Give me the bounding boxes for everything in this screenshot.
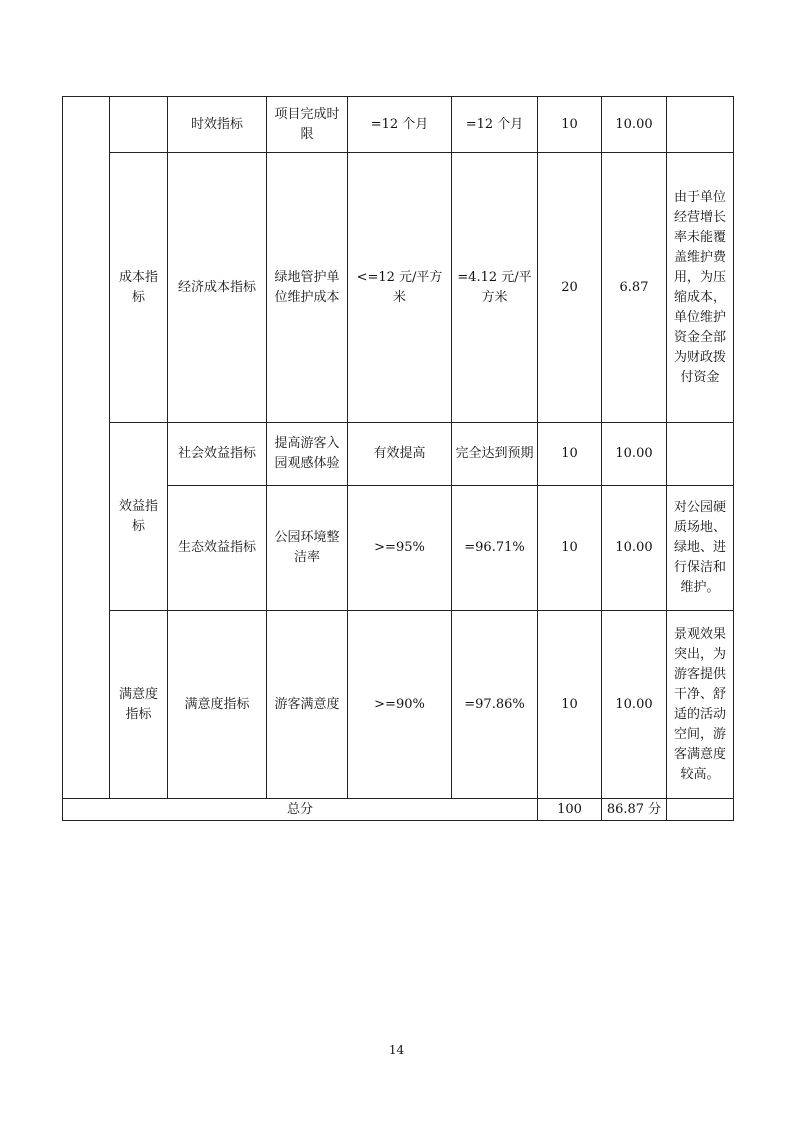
score-cell: 6.87 xyxy=(602,153,667,423)
indicator-cell: 游客满意度 xyxy=(267,611,348,799)
actual-cell: 完全达到预期 xyxy=(452,423,538,486)
note-cell: 由于单位经营增长率未能覆盖维护费用，为压缩成本，单位维护资金全部为财政拨付资金 xyxy=(667,153,734,423)
target-cell: 有效提高 xyxy=(348,423,452,486)
level2-cell: 成本指标 xyxy=(110,153,168,423)
table-row xyxy=(63,153,734,423)
note-cell xyxy=(667,97,734,153)
level3-cell: 时效指标 xyxy=(168,97,267,153)
performance-table xyxy=(62,96,734,821)
score-cell: 10.00 xyxy=(602,97,667,153)
target-cell: =12 个月 xyxy=(348,97,452,153)
target-cell: >=90% xyxy=(348,611,452,799)
weight-cell: 10 xyxy=(538,611,602,799)
table-row xyxy=(63,97,734,153)
table-row xyxy=(63,423,734,486)
total-label: 总分 xyxy=(63,799,538,821)
level3-cell: 社会效益指标 xyxy=(168,423,267,486)
weight-cell: 10 xyxy=(538,97,602,153)
level3-cell: 经济成本指标 xyxy=(168,153,267,423)
weight-cell: 20 xyxy=(538,153,602,423)
note-cell: 对公园硬质场地、绿地、进行保洁和维护。 xyxy=(667,486,734,611)
actual-cell: =12 个月 xyxy=(452,97,538,153)
note-cell xyxy=(667,423,734,486)
level2-cell xyxy=(110,97,168,153)
weight-cell: 10 xyxy=(538,486,602,611)
target-cell: >=95% xyxy=(348,486,452,611)
total-note xyxy=(667,799,734,821)
level3-cell: 满意度指标 xyxy=(168,611,267,799)
level1-cell xyxy=(63,97,110,799)
score-cell: 10.00 xyxy=(602,423,667,486)
actual-cell: =4.12 元/平方米 xyxy=(452,153,538,423)
indicator-cell: 公园环境整洁率 xyxy=(267,486,348,611)
level2-cell: 满意度指标 xyxy=(110,611,168,799)
indicator-cell: 项目完成时限 xyxy=(267,97,348,153)
indicator-cell: 绿地管护单位维护成本 xyxy=(267,153,348,423)
score-cell: 10.00 xyxy=(602,611,667,799)
weight-cell: 10 xyxy=(538,423,602,486)
target-cell: <=12 元/平方米 xyxy=(348,153,452,423)
score-cell: 10.00 xyxy=(602,486,667,611)
note-cell: 景观效果突出，为游客提供干净、舒适的活动空间，游客满意度较高。 xyxy=(667,611,734,799)
level3-cell: 生态效益指标 xyxy=(168,486,267,611)
actual-cell: =96.71% xyxy=(452,486,538,611)
table-row xyxy=(63,611,734,799)
indicator-cell: 提高游客入园观感体验 xyxy=(267,423,348,486)
page-number: 14 xyxy=(388,1043,405,1057)
total-score: 86.87 分 xyxy=(602,799,667,821)
level2-cell: 效益指标 xyxy=(110,423,168,611)
actual-cell: =97.86% xyxy=(452,611,538,799)
total-row xyxy=(63,799,734,821)
total-weight: 100 xyxy=(538,799,602,821)
